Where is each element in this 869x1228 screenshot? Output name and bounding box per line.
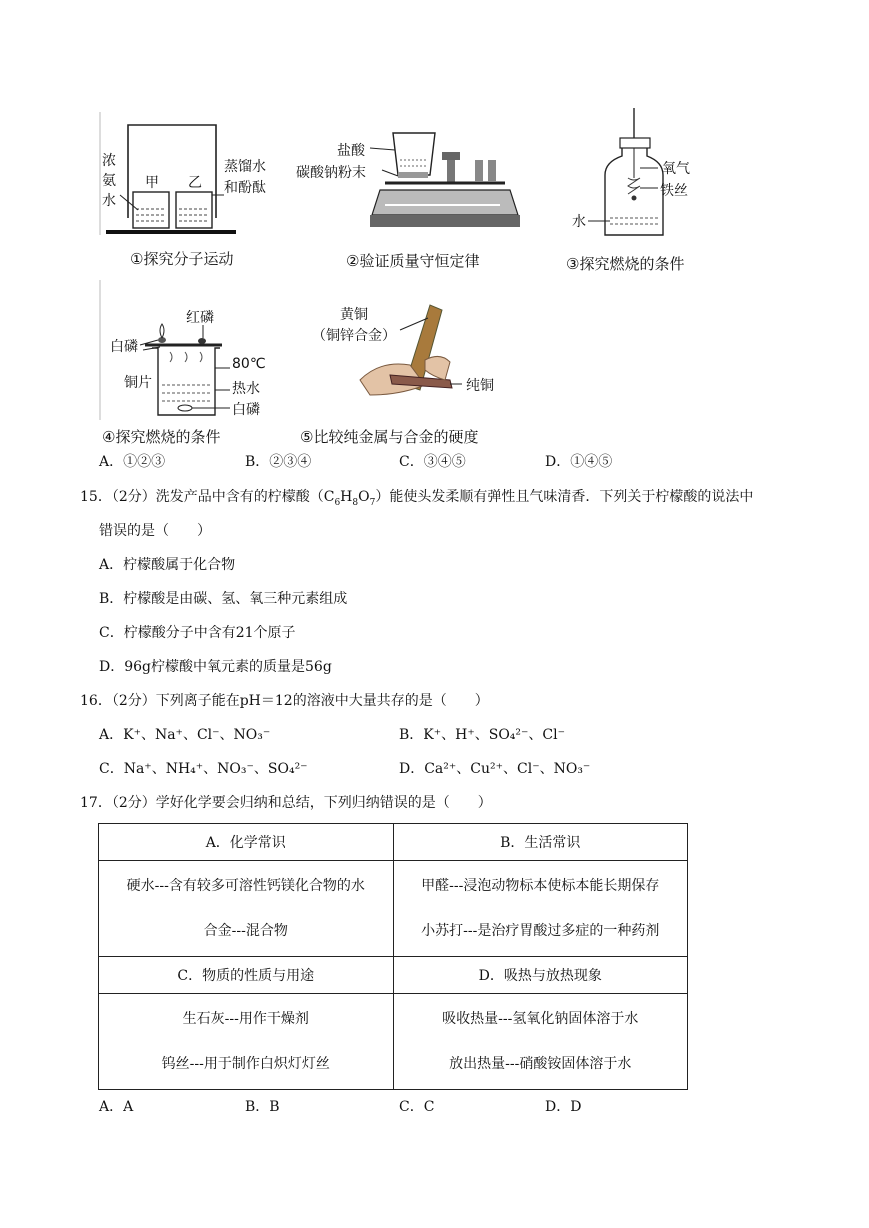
fig1-label-ammonia-3: 水: [102, 193, 116, 209]
fig1-label-ammonia-2: 氨: [102, 173, 116, 189]
table-cell-d-line1: 吸收热量---氢氧化钠固体溶于水: [442, 1010, 639, 1027]
fig4-caption: ④探究燃烧的条件: [102, 428, 221, 446]
q16-option-d: D．Ca²⁺、Cu²⁺、Cl⁻、NO₃⁻: [399, 761, 591, 777]
fig1-label-water-1: 蒸馏水: [224, 159, 266, 175]
table-header-c: C．物质的性质与用途: [99, 957, 394, 994]
fig4-label-red-p: 红磷: [186, 310, 214, 326]
q17-option-c: C．C: [399, 1099, 435, 1115]
q16-stem: 16．（2分）下列离子能在pH＝12的溶液中大量共存的是（ ）: [80, 693, 489, 709]
table-header-a: A．化学常识: [99, 824, 394, 861]
fig4-label-hot-water: 热水: [232, 381, 260, 397]
q14-option-c: C．③④⑤: [399, 454, 466, 470]
fig5-label-brass: 黄铜: [340, 307, 368, 323]
fig1-label-water-2: 和酚酞: [224, 180, 266, 196]
fig4-label-white-p-top: 白磷: [110, 339, 138, 355]
table-cell-c-line2: 钨丝---用于制作白炽灯灯丝: [161, 1055, 330, 1072]
fig4-label-white-p-bottom: 白磷: [232, 402, 260, 418]
q16-option-a: A．K⁺、Na⁺、Cl⁻、NO₃⁻: [99, 727, 271, 743]
table-cell-c: [99, 994, 394, 1090]
q15-option-c: C．柠檬酸分子中含有21个原子: [99, 625, 296, 641]
table-cell-b-line1: 甲醛---浸泡动物标本使标本能长期保存: [421, 877, 660, 894]
q17-stem: 17．（2分）学好化学要会归纳和总结，下列归纳错误的是（ ）: [80, 795, 492, 811]
fig3-label-water: 水: [572, 214, 586, 230]
table-cell-c-line1: 生石灰---用作干燥剂: [182, 1010, 309, 1027]
fig3-label-wire: 铁丝: [660, 183, 688, 199]
table-cell-b: [393, 861, 688, 957]
fig2-label-powder: 碳酸钠粉末: [296, 165, 366, 181]
q15-stem-prefix: 15．（2分）洗发产品中含有的柠檬酸（C: [80, 489, 335, 505]
q17-summary-table: [98, 823, 688, 1090]
fig4-label-temp: 80℃: [232, 356, 266, 372]
q15-stem-suffix: ）能使头发柔顺有弹性且气味清香．下列关于柠檬酸的说法中: [375, 489, 754, 505]
fig5-label-pure-cu: 纯铜: [466, 378, 494, 394]
fig2-label-acid: 盐酸: [337, 143, 365, 159]
q15-h: H: [340, 489, 353, 505]
table-header-b: B．生活常识: [393, 824, 688, 861]
table-cell-a-line1: 硬水---含有较多可溶性钙镁化合物的水: [126, 877, 365, 894]
q15-c-sub: 6: [334, 497, 341, 508]
q14-option-b: B．②③④: [245, 454, 312, 470]
q15-stem-line2: 错误的是（ ）: [99, 523, 211, 539]
fig1-label-jia: 甲: [145, 175, 159, 191]
fig2-caption: ②验证质量守恒定律: [346, 252, 480, 270]
q14-option-a: A．①②③: [99, 454, 166, 470]
q15-option-a: A．柠檬酸属于化合物: [99, 557, 236, 573]
q15-o: O: [358, 489, 370, 505]
q15-option-d: D．96g柠檬酸中氧元素的质量是56g: [99, 659, 332, 675]
fig1-caption: ①探究分子运动: [130, 250, 234, 268]
q15-option-b: B．柠檬酸是由碳、氢、氧三种元素组成: [99, 591, 348, 607]
fig3-caption: ③探究燃烧的条件: [566, 255, 685, 273]
fig3-label-oxygen: 氧气: [662, 161, 690, 177]
q15-h-sub: 8: [352, 497, 359, 508]
table-cell-d-line2: 放出热量---硝酸铵固体溶于水: [449, 1055, 632, 1072]
table-header-d: D．吸热与放热现象: [393, 957, 688, 994]
q16-option-b: B．K⁺、H⁺、SO₄²⁻、Cl⁻: [399, 727, 565, 743]
table-cell-b-line2: 小苏打---是治疗胃酸过多症的一种药剂: [421, 922, 660, 939]
q15-stem: [80, 487, 753, 513]
q15-o-sub: 7: [369, 497, 376, 508]
fig1-label-ammonia-1: 浓: [102, 153, 116, 169]
fig5-caption: ⑤比较纯金属与合金的硬度: [300, 428, 479, 446]
table-cell-a: [99, 861, 394, 957]
q16-option-c: C．Na⁺、NH₄⁺、NO₃⁻、SO₄²⁻: [99, 761, 308, 777]
q17-option-b: B．B: [245, 1099, 280, 1115]
q17-option-a: A．A: [99, 1099, 134, 1115]
q14-option-d: D．①④⑤: [545, 454, 613, 470]
fig5-label-alloy: （铜锌合金）: [312, 328, 396, 344]
alloy-hardness-diagram: [0, 0, 869, 500]
table-cell-d: [393, 994, 688, 1090]
fig4-label-copper: 铜片: [124, 375, 152, 391]
q17-option-d: D．D: [545, 1099, 582, 1115]
table-cell-a-line2: 合金---混合物: [203, 922, 288, 939]
fig1-label-yi: 乙: [188, 175, 202, 191]
